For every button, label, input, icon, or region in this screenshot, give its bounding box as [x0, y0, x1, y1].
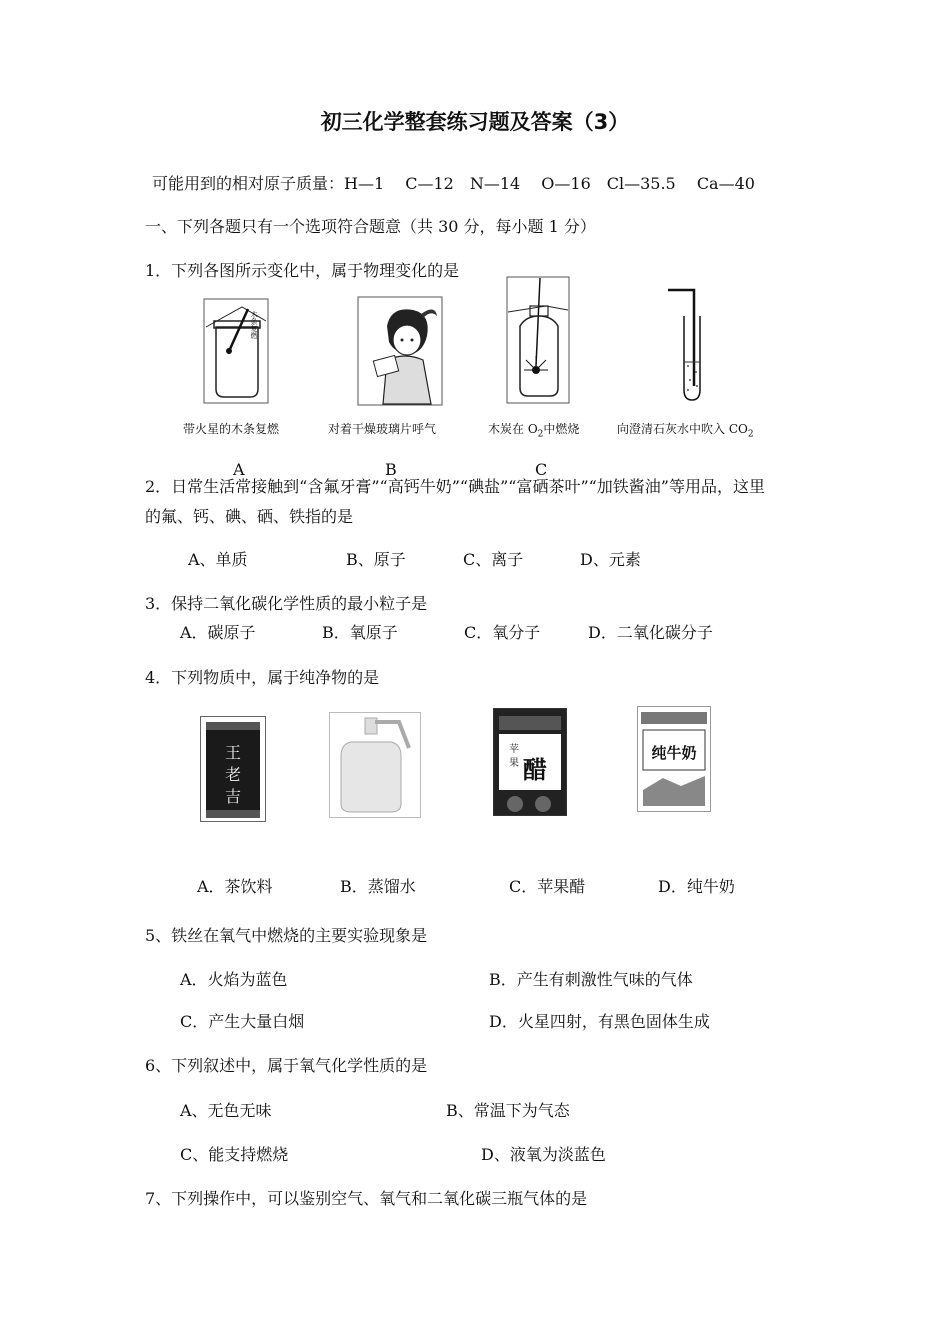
question-6-option-a: A、无色无味 [180, 1101, 272, 1120]
distilled-water-bottle-image [329, 712, 421, 818]
apple-vinegar-box-image [493, 708, 567, 816]
question-3-option-b: B．氧原子 [322, 623, 398, 642]
figure-girl-breathing [357, 296, 443, 406]
question-2-option-a: A、单质 [188, 550, 248, 569]
caption-a: 带火星的木条复燃 [183, 422, 280, 436]
caption-b: 对着干燥玻璃片呼气 [328, 422, 437, 436]
vinegar-text-2: 果 [509, 758, 519, 769]
question-2-line-1: 2．日常生活常接触到“含氟牙膏”“高钙牛奶”“碘盐”“富硒茶叶”“加铁酱油”等用品，这里 [145, 477, 765, 496]
question-3-option-c: C．氧分子 [464, 623, 541, 642]
can-text-1: 王 [224, 743, 242, 762]
question-6-stem: 6、下列叙述中，属于氧气化学性质的是 [145, 1056, 428, 1075]
pure-milk-carton-image [637, 706, 711, 812]
question-2-option-d: D、元素 [580, 550, 641, 569]
section-heading: 一、下列各题只有一个选项符合题意（共 30 分，每小题 1 分） [145, 217, 596, 236]
question-2-option-b: B、原子 [346, 550, 406, 569]
question-4-stem: 4．下列物质中，属于纯净物的是 [145, 668, 380, 687]
splint-card-label: 木条复燃 [250, 311, 258, 339]
figure-letter-b: B [385, 460, 397, 479]
question-7-stem: 7、下列操作中，可以鉴别空气、氧气和二氧化碳三瓶气体的是 [145, 1189, 588, 1208]
question-5-option-a: A．火焰为蓝色 [180, 970, 288, 989]
can-text-2: 老 [224, 765, 242, 784]
figure-letter-a: A [233, 460, 245, 479]
question-2-line-2: 的氟、钙、碘、硒、铁指的是 [145, 507, 354, 526]
caption-c: 木炭在 $O_2$中燃烧 [488, 422, 580, 440]
question-6-option-b: B、常温下为气态 [446, 1101, 570, 1120]
question-3-option-a: A．碳原子 [180, 623, 256, 642]
vinegar-text-1: 苹 [509, 744, 519, 755]
question-1-stem: 1．下列各图所示变化中，属于物理变化的是 [145, 261, 460, 280]
question-4-option-c: C．苹果醋 [509, 877, 586, 896]
figure-charcoal-burning [506, 276, 570, 404]
figure-splint-jar [202, 297, 270, 405]
tea-drink-can-image [200, 716, 266, 822]
question-4-option-d: D．纯牛奶 [658, 877, 735, 896]
question-4-option-a: A．茶饮料 [197, 877, 273, 896]
question-6-option-d: D、液氧为淡蓝色 [481, 1145, 606, 1164]
question-3-option-d: D．二氧化碳分子 [588, 623, 713, 642]
question-4-option-b: B．蒸馏水 [340, 877, 416, 896]
question-3-stem: 3．保持二氧化碳化学性质的最小粒子是 [145, 594, 428, 613]
question-6-option-c: C、能支持燃烧 [180, 1145, 289, 1164]
question-5-option-b: B．产生有刺激性气味的气体 [489, 970, 693, 989]
question-5-option-c: C．产生大量白烟 [180, 1012, 305, 1031]
question-5-stem: 5、铁丝在氧气中燃烧的主要实验现象是 [145, 926, 428, 945]
figure-test-tube [664, 286, 708, 404]
can-text-3: 吉 [224, 787, 242, 806]
page-title: 初三化学整套练习题及答案（3） [320, 110, 630, 134]
caption-d: 向澄清石灰水中吹入 $CO_2$ [617, 422, 754, 440]
vinegar-text-3: 醋 [523, 755, 547, 784]
milk-text: 纯牛奶 [651, 744, 697, 762]
question-5-option-d: D．火星四射，有黑色固体生成 [489, 1012, 710, 1031]
question-2-option-c: C、离子 [463, 550, 524, 569]
atomic-masses-note: 可能用到的相对原子质量：H—1 C—12 N—14 O—16 Cl—35.5 Ca—40 [152, 174, 755, 193]
figure-letter-c: C [535, 460, 548, 479]
